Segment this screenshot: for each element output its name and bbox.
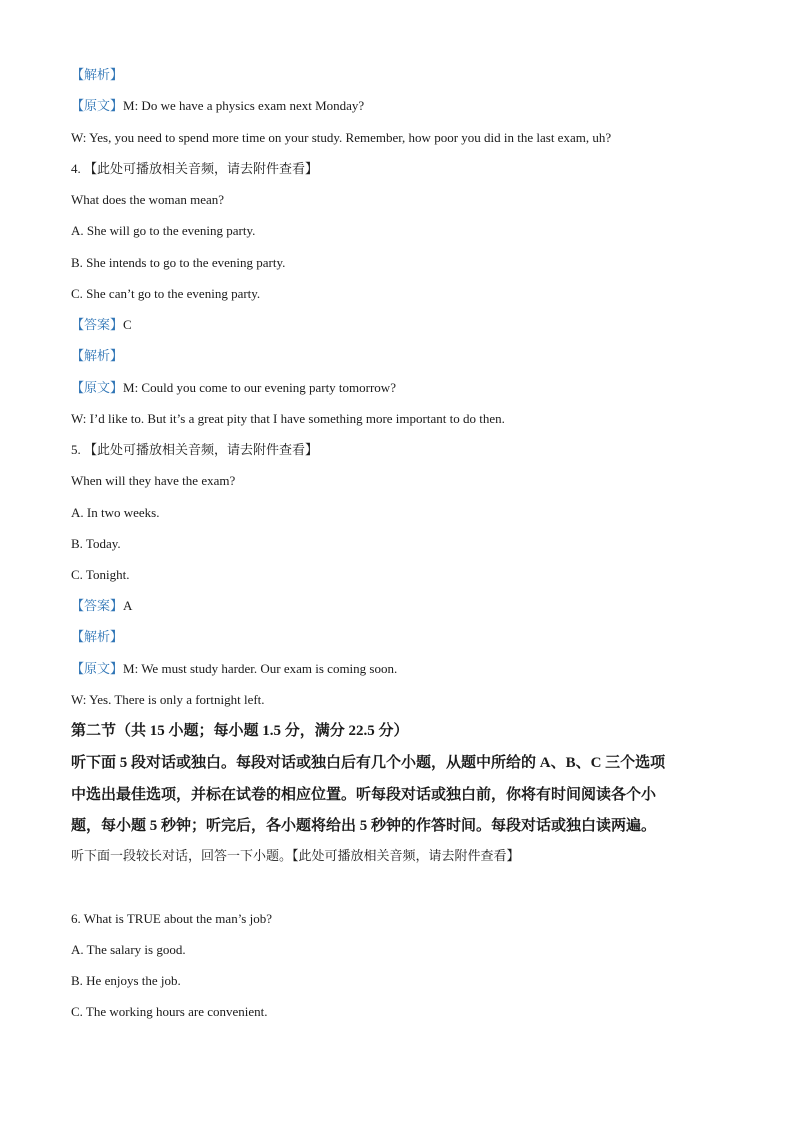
question-4-option-b: B. She intends to go to the evening party. [71, 255, 286, 270]
question-5-stem: When will they have the exam? [71, 473, 236, 488]
question-4-stem: What does the woman mean? [71, 192, 225, 207]
transcript-line [71, 97, 364, 115]
transcript-line [71, 660, 397, 678]
transcript-reply: W: Yes, you need to spend more time on your study. Remember, how poor you did in the last exam, uh? [71, 130, 612, 145]
analysis-label: 【解析】 [71, 67, 124, 82]
answer-value: A [123, 598, 133, 613]
transcript-text: M: We must study harder. Our exam is coming soon. [123, 661, 398, 676]
question-5-option-b: B. Today. [71, 536, 121, 551]
question-6-option-c: C. The working hours are convenient. [71, 1004, 268, 1019]
answer-line [71, 316, 132, 334]
question-6-stem: 6. What is TRUE about the man’s job? [71, 911, 272, 926]
transcript-text: M: Could you come to our evening party tomorrow? [123, 380, 396, 395]
section-instructions-line: 题，每小题 5 秒钟；听完后，各小题将给出 5 秒钟的作答时间。每段对话或独白读两遍。 [71, 818, 657, 834]
question-4-header: 4. 【此处可播放相关音频，请去附件查看】 [71, 161, 319, 176]
analysis-label: 【解析】 [71, 629, 124, 644]
question-4-option-c: C. She can’t go to the evening party. [71, 286, 261, 301]
transcript-reply: W: Yes. There is only a fortnight left. [71, 692, 265, 707]
question-5-option-c: C. Tonight. [71, 567, 130, 582]
transcript-label: 【原文】 [71, 98, 124, 113]
answer-value: C [123, 317, 132, 332]
transcript-label: 【原文】 [71, 380, 124, 395]
listening-instruction: 听下面一段较长对话，回答一下小题。【此处可播放相关音频，请去附件查看】 [71, 848, 520, 863]
section-instructions-line: 中选出最佳选项，并标在试卷的相应位置。听每段对话或独白前，你将有时间阅读各个小 [71, 787, 657, 803]
question-6-option-b: B. He enjoys the job. [71, 973, 181, 988]
answer-line [71, 597, 132, 615]
question-4-option-a: A. She will go to the evening party. [71, 223, 256, 238]
transcript-label: 【原文】 [71, 661, 124, 676]
transcript-reply: W: I’d like to. But it’s a great pity that I have something more important to do then. [71, 411, 505, 426]
question-5-option-a: A. In two weeks. [71, 505, 160, 520]
section-title: 第二节（共 15 小题；每小题 1.5 分，满分 22.5 分） [71, 723, 409, 739]
transcript-line [71, 379, 396, 397]
question-6-option-a: A. The salary is good. [71, 942, 186, 957]
analysis-label: 【解析】 [71, 348, 124, 363]
answer-label: 【答案】 [71, 598, 124, 613]
question-5-header: 5. 【此处可播放相关音频，请去附件查看】 [71, 442, 319, 457]
section-instructions-line: 听下面 5 段对话或独白。每段对话或独白后有几个小题，从题中所给的 A、B、C 三个选项 [71, 755, 666, 771]
answer-label: 【答案】 [71, 317, 124, 332]
transcript-text: M: Do we have a physics exam next Monday? [123, 98, 365, 113]
